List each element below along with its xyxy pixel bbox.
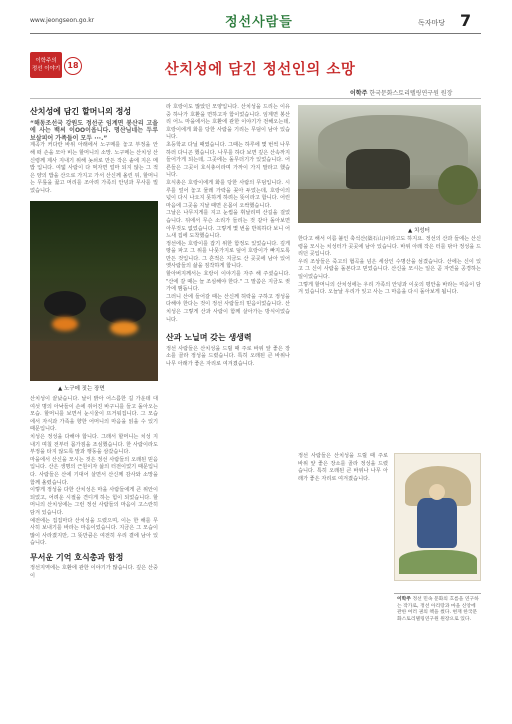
paragraph: 정선 사람들은 산치성을 드릴 때 주로 바위 앞 좋은 장소를 골라 정성을 드렸습니다. 특히 오래된 큰 바위나 나무 아래가 좋은 자리로 여겨졌습니다. [166, 345, 290, 367]
article-title: 산치성에 담긴 정선인의 소망 [164, 61, 356, 78]
paragraph: 치성은 정성을 다해야 합니다. 그래서 할머니는 치성 지내기 며칠 전부터 몸가짐을 조심했습니다. 한 사람이라도 부정을 타지 않도록 말과 행동을 삼갔습니다. [30, 433, 158, 456]
section-heading: 산과 노닐며 갖는 생생력 [166, 333, 252, 343]
illustration-mountain-spirit [394, 453, 481, 581]
photo-caption: ▲ 노구메 짓는 장면 [58, 386, 105, 392]
paragraph: 그날은 나무지게를 지고 눈썹을 휘날리며 산길을 걸었습니다. 뒤에서 무슨 소리가 들리는 것 같아 돌아보면 아무것도 없었습니다. 그렇게 몇 번을 반복하다 보니 어느새 집에 도착했습니다. [166, 210, 290, 240]
author-name: 이학주 [350, 90, 368, 97]
paragraph: 그러니 산에 들어갈 때는 산신께 허락을 구하고 정성을 다해야 한다는 것이 정선 사람들의 믿음이었습니다. 산치성은 그렇게 산과 사람이 함께 살아가는 방식이었습니다. [166, 293, 290, 323]
paragraph: 호식총은 호랑이에게 화를 당한 사람의 무덤입니다. 시루를 엎어 놓고 물레 가락을 꽂아 두었는데, 호랑이의 넋이 다시 나오지 못하게 하려는 뜻이라고 합니다. 어린 마음에 그곳을 지날 때면 온몸이 오싹했습니다. [166, 179, 290, 209]
byline [350, 88, 452, 97]
title-rule [30, 98, 481, 99]
profile-text: 정선 민속 문화의 흐름을 연구하는 작가로, 정선 아리랑과 마을 신앙에 관한 여러 권의 책을 썼다. 현재 한국문화스토리텔링연구원 원장으로 있다. [397, 597, 479, 622]
profile-rule [394, 593, 481, 594]
column-3 [298, 236, 481, 297]
paragraph: 계곡가 커다란 바위 아래에서 노구메를 놓고 부정을 안 해 떠 손을 모아 비는 할머니의 소망. 노구메는 산치성 산신령께 제사 지내기 위해 놋쇠로 만든 작은 솥에 지은 메밥 입니다. 여덟 사람이 다 먹자면 얼마 되지 않는 그 적은 양의 밥을 산으로 가지고 가서 산신께 올린 뒤, 할머니는 무릎을 꿇고 머리를 조아려 가족의 안녕과 무사를 빌었습니다. [30, 142, 158, 194]
paragraph: 한다고 해서 이름 붙인 축석산(築石山)이라고도 하지요. 정선의 산과 들에는 산신령을 모시는 치성터가 곳곳에 남아 있습니다. 바위 아래 작은 터를 닦아 정성을 드리던 곳입니다. [298, 236, 481, 258]
paragraph: 마을에서 산신을 모시는 것은 정선 사람들의 오래된 믿음입니다. 산은 생명의 근원이자 삶의 터전이었기 때문입니다. 사람들은 산에 기대어 살면서 산신께 감사와 소망을 함께 올렸습니다. [30, 456, 158, 486]
column-1-bottom [30, 396, 158, 581]
paragraph: 이렇게 정성을 다한 산치성은 마을 사람들에게 큰 위안이 되었고, 어려운 시절을 견디게 하는 힘이 되었습니다. 할머니의 산치성에는 그런 정선 사람들의 마음이 고스란히 담겨 있습니다. [30, 487, 158, 516]
series-number: 18 [64, 57, 82, 75]
paragraph: 예전에는 집집마다 산치성을 드렸으며, 이는 한 해를 무사히 보내기를 바라는 마음이었습니다. 지금은 그 모습이 많이 사라졌지만, 그 뜻만큼은 여전히 우리 곁에 남아 있습니다. [30, 517, 158, 547]
author-title: 한국문화스토리텔링연구원 원장 [369, 90, 453, 97]
section-label: 독자마당 [418, 19, 446, 27]
paragraph: 초등학교 다닐 때였습니다. 그때는 하루에 몇 번씩 나무하러 다니곤 했습니다. 나무를 하다 보면 깊은 산속까지 들어가게 되는데, 그곳에는 돌무더기가 있었습니다. 어른들은 그곳이 호식총이라며 가까이 가지 말라고 했습니다. [166, 141, 290, 179]
series-label-line1: 이학주의 [35, 58, 57, 64]
photo-cooking-pots [30, 201, 158, 381]
paragraph: 정선지역에는 호환에 관한 이야기가 많습니다. 깊은 산중이 [30, 565, 158, 580]
paragraph: 정선에는 호랑이를 잡기 위한 함정도 있었습니다. 깊게 땅을 파고 그 위를 나뭇가지로 덮어 호랑이가 빠지도록 만든 것입니다. 그 흔적은 지금도 산 곳곳에 남아 있어 옛사람들의 삶을 짐작하게 합니다. [166, 240, 290, 270]
photo-shrine-rock [298, 105, 481, 223]
paragraph: 우리 조상들은 죽고의 협곡을 넘은 세상인 수명산을 섬겼습니다. 산에는 신이 있고 그 신이 사람을 돌본다고 믿었습니다. 산신을 모시는 일은 곧 자연을 공경하는 일이었습니다. [298, 258, 481, 280]
header-rule [30, 33, 481, 34]
series-badge [30, 52, 62, 78]
photo-caption: ▲ 치성터 [408, 228, 430, 234]
paragraph: 라 호랑이도 많았던 모양입니다. 산치성을 드리는 이유 중 하나가 호환을 면하고자 함이었습니다. 임계면 봉산리 어느 마을에서는 호환에 관한 이야기가 전해오는데, 호랑이에게 화를 당한 사람을 기리는 무덤이 남아 있습니다. [166, 104, 290, 141]
column-1-top [30, 104, 158, 196]
paragraph: 정선 사람들은 산치성을 드릴 때 주로 바위 앞 좋은 장소를 골라 정성을 드렸습니다. 특히 오래된 큰 바위나 나무 아래가 좋은 자리로 여겨졌습니다. [298, 453, 388, 482]
masthead-logo: 정선사람들 [225, 15, 293, 30]
site-url: www.jeongseon.go.kr [30, 17, 95, 24]
paragraph: 할아버지께서는 호랑이 이야기를 자주 해 주셨습니다. "산에 갈 때는 늘 조심해야 한다." 그 말씀은 지금도 귓가에 맴돕니다. [166, 271, 290, 293]
paragraph: 산치성이 끝났습니다. 날이 밝아 어스름한 길 가운데 대여섯 명의 아낙들이 손에 쥐어진 바구니를 들고 돌아오는 모습. 할머니를 보면서 눈시울이 뜨거워집니다. 그 모습에서 자식과 가족을 향한 어머니의 마음을 읽을 수 있기 때문입니다. [30, 396, 158, 433]
profile-name: 이학주 [397, 597, 411, 602]
column-3-narrow [298, 453, 388, 483]
page-number: 7 [460, 11, 472, 30]
paragraph: 그렇게 할머니의 산치성에는 우리 가족의 안녕과 이웃의 평안을 바라는 마음이 담겨 있습니다. 오늘날 우리가 잊고 사는 그 마음을 다시 돌아보게 됩니다. [298, 281, 481, 296]
column-2 [166, 104, 290, 369]
series-label-line2: 정선 이야기 [31, 66, 61, 72]
section-heading: 산치성에 담긴 할머니의 정성 [30, 107, 132, 116]
author-profile [397, 597, 481, 623]
prayer-quote: “해동조선국 강원도 정선군 임계면 봉산리 고을에 사는 백씨 이OO이옵니다. 명산님네는 두루 보살피어 가족들이 모두 ···.” [30, 119, 158, 142]
section-heading: 무서운 기억 호식총과 함정 [30, 552, 124, 562]
